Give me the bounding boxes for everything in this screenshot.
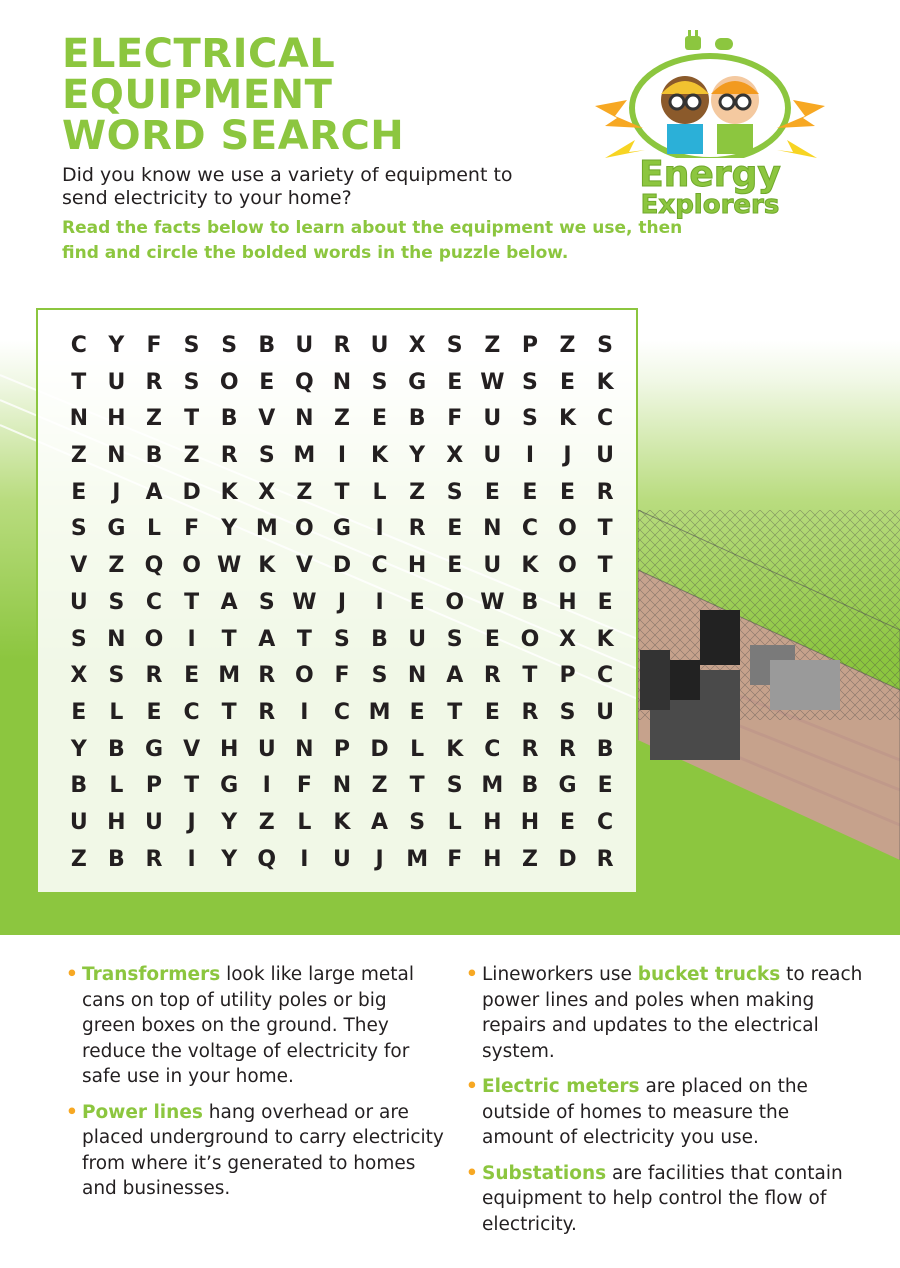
puzzle-letter[interactable]: Z	[559, 333, 576, 358]
puzzle-letter[interactable]: F	[146, 333, 162, 358]
puzzle-letter[interactable]: S	[521, 369, 538, 395]
keyword-bucket-trucks: bucket trucks	[637, 964, 781, 985]
puzzle-letter[interactable]: I	[187, 846, 196, 872]
puzzle-letter[interactable]: E	[447, 516, 463, 542]
puzzle-letter[interactable]: I	[337, 443, 347, 469]
puzzle-letter[interactable]: C	[597, 809, 614, 835]
puzzle-letter[interactable]: J	[112, 479, 121, 505]
bullet-icon: •	[66, 1101, 78, 1123]
puzzle-letter[interactable]: U	[483, 443, 502, 469]
puzzle-letter[interactable]: M	[218, 663, 241, 689]
puzzle-letter[interactable]: O	[219, 369, 239, 395]
puzzle-letter[interactable]: H	[107, 809, 126, 835]
puzzle-letter[interactable]: K	[220, 479, 238, 505]
puzzle-letter[interactable]: I	[300, 699, 309, 725]
puzzle-letter[interactable]: A	[446, 663, 464, 689]
puzzle-letter[interactable]: A	[371, 809, 389, 835]
puzzle-letter[interactable]: N	[295, 736, 314, 762]
fact-substations	[464, 1161, 864, 1238]
puzzle-letter[interactable]: C	[597, 663, 614, 689]
puzzle-letter[interactable]: U	[483, 553, 502, 579]
puzzle-letter[interactable]: R	[596, 479, 614, 505]
puzzle-letter[interactable]: Z	[258, 809, 275, 835]
puzzle-letter[interactable]: S	[221, 333, 238, 358]
puzzle-letter[interactable]: F	[184, 516, 200, 542]
puzzle-letter[interactable]: O	[445, 589, 465, 615]
puzzle-letter[interactable]: E	[71, 479, 87, 505]
puzzle-letter[interactable]: I	[525, 443, 535, 469]
puzzle-letter[interactable]: X	[559, 626, 576, 652]
puzzle-letter[interactable]: G	[332, 516, 351, 542]
puzzle-letter[interactable]: E	[447, 553, 463, 579]
puzzle-letter[interactable]: N	[332, 369, 352, 395]
puzzle-letter[interactable]: T	[597, 553, 613, 579]
fact-prefix: Lineworkers use	[482, 964, 638, 985]
keyword-transformers: Transformers	[82, 964, 221, 985]
puzzle-letter[interactable]: T	[184, 773, 200, 799]
puzzle-letter[interactable]: B	[371, 626, 388, 652]
puzzle-letter[interactable]: B	[596, 736, 614, 762]
puzzle-letter[interactable]: E	[597, 773, 613, 799]
puzzle-letter[interactable]: W	[480, 589, 505, 615]
bullet-icon: •	[466, 1076, 478, 1097]
puzzle-letter[interactable]: C	[484, 736, 501, 762]
puzzle-letter[interactable]: G	[558, 773, 577, 799]
puzzle-letter[interactable]: E	[184, 663, 200, 689]
puzzle-letter[interactable]: U	[483, 406, 502, 432]
puzzle-letter[interactable]: C	[333, 699, 351, 725]
puzzle-letter[interactable]: H	[407, 553, 427, 579]
puzzle-letter[interactable]: I	[187, 626, 196, 652]
puzzle-letter[interactable]: Y	[221, 846, 238, 872]
puzzle-letter[interactable]: S	[108, 589, 125, 615]
puzzle-letter[interactable]: L	[410, 736, 425, 762]
puzzle-letter[interactable]: V	[295, 553, 313, 579]
puzzle-letter[interactable]: K	[596, 369, 614, 395]
puzzle-letter[interactable]: R	[145, 846, 163, 872]
puzzle-letter[interactable]: I	[375, 516, 384, 542]
puzzle-letter[interactable]: X	[446, 443, 464, 469]
puzzle-letter[interactable]: E	[484, 479, 500, 505]
fact-electric-meters	[464, 1074, 864, 1151]
puzzle-letter[interactable]: K	[333, 809, 351, 835]
puzzle-letter[interactable]: L	[297, 809, 312, 835]
puzzle-letter[interactable]: S	[70, 516, 87, 542]
puzzle-letter[interactable]: B	[521, 773, 539, 799]
puzzle-letter[interactable]: B	[108, 736, 125, 762]
puzzle-letter[interactable]: O	[295, 663, 314, 689]
puzzle-letter[interactable]: R	[258, 699, 276, 725]
puzzle-letter[interactable]: J	[187, 809, 196, 835]
puzzle-letter[interactable]: D	[370, 736, 389, 762]
word-search-grid	[60, 328, 624, 878]
puzzle-letter[interactable]: E	[560, 479, 576, 505]
puzzle-letter[interactable]: S	[446, 333, 463, 358]
puzzle-letter[interactable]: C	[145, 589, 163, 615]
puzzle-letter[interactable]: Y	[70, 736, 87, 762]
puzzle-letter[interactable]: N	[407, 663, 427, 689]
puzzle-letter[interactable]: E	[409, 589, 425, 615]
puzzle-letter[interactable]: P	[521, 333, 538, 358]
puzzle-letter[interactable]: E	[560, 809, 576, 835]
fact-text: are facilities that contain equipment to help control the flow of electricity.	[482, 1162, 843, 1235]
puzzle-letter[interactable]: H	[558, 589, 577, 615]
puzzle-letter[interactable]: Z	[409, 479, 426, 505]
puzzle-letter[interactable]: C	[70, 333, 87, 358]
puzzle-letter[interactable]: V	[183, 736, 201, 762]
puzzle-letter[interactable]: B	[220, 406, 238, 432]
puzzle-letter[interactable]: K	[521, 553, 539, 579]
puzzle-letter[interactable]: F	[447, 406, 463, 432]
puzzle-letter[interactable]: S	[559, 699, 576, 725]
puzzle-letter[interactable]: K	[371, 443, 389, 469]
puzzle-letter[interactable]: K	[596, 626, 614, 652]
puzzle-letter[interactable]: C	[371, 553, 388, 579]
puzzle-letter[interactable]: D	[332, 553, 352, 579]
puzzle-letter[interactable]: E	[71, 699, 87, 725]
puzzle-letter[interactable]: D	[558, 846, 577, 872]
puzzle-letter[interactable]: J	[375, 846, 384, 872]
puzzle-letter[interactable]: H	[219, 736, 239, 762]
puzzle-letter[interactable]: H	[107, 406, 126, 432]
puzzle-letter[interactable]: F	[334, 663, 350, 689]
puzzle-letter[interactable]: L	[109, 773, 124, 799]
fact-power-lines	[64, 1100, 444, 1202]
puzzle-letter[interactable]: S	[183, 369, 200, 395]
puzzle-letter[interactable]: R	[333, 333, 351, 358]
puzzle-letter[interactable]: H	[520, 809, 540, 835]
puzzle-letter[interactable]: R	[483, 663, 501, 689]
puzzle-letter[interactable]: E	[522, 479, 538, 505]
puzzle-letter[interactable]: I	[300, 846, 309, 872]
puzzle-letter[interactable]: G	[220, 773, 239, 799]
puzzle-letter[interactable]: R	[408, 516, 426, 542]
logo-text-explorers: Explorers	[640, 190, 780, 220]
puzzle-letter[interactable]: B	[70, 773, 88, 799]
puzzle-letter[interactable]: W	[292, 589, 317, 615]
puzzle-letter[interactable]: S	[371, 663, 388, 689]
puzzle-letter[interactable]: R	[596, 846, 614, 872]
intro-text: Did you know we use a variety of equipment to send electricity to your home?	[62, 164, 513, 209]
puzzle-letter[interactable]: F	[447, 846, 463, 872]
puzzle-letter[interactable]: M	[481, 773, 504, 799]
puzzle-letter[interactable]: G	[144, 736, 164, 762]
puzzle-letter[interactable]: R	[145, 369, 163, 395]
puzzle-letter[interactable]: O	[182, 553, 201, 579]
puzzle-letter[interactable]: T	[184, 406, 200, 432]
puzzle-letter[interactable]: O	[520, 626, 540, 652]
puzzle-letter[interactable]: W	[480, 369, 505, 395]
puzzle-letter[interactable]: J	[337, 589, 347, 615]
puzzle-letter[interactable]: S	[446, 479, 463, 505]
puzzle-letter[interactable]: W	[217, 553, 242, 579]
puzzle-letter[interactable]: T	[522, 663, 538, 689]
puzzle-letter[interactable]: Y	[409, 443, 426, 469]
puzzle-letter[interactable]: T	[221, 626, 237, 652]
fact-text: are placed on the outside of homes to measure the amount of electricity you use.	[482, 1076, 808, 1148]
fact-text: look like large metal cans on top of utility poles or big green boxes on the ground. They reduce the voltage of electricity for safe use in your home.	[82, 964, 414, 1087]
puzzle-letter[interactable]: U	[333, 846, 351, 872]
logo-text-energy: Energy	[639, 154, 781, 195]
puzzle-letter[interactable]: X	[70, 663, 88, 689]
puzzle-letter[interactable]: X	[408, 333, 426, 358]
keyword-substations: Substations	[482, 1162, 607, 1184]
puzzle-letter[interactable]: R	[559, 736, 576, 762]
puzzle-letter[interactable]: T	[409, 773, 425, 799]
puzzle-letter[interactable]: C	[183, 699, 200, 725]
puzzle-letter[interactable]: U	[295, 333, 314, 358]
puzzle-letter[interactable]: O	[558, 553, 577, 579]
puzzle-letter[interactable]: U	[596, 443, 615, 469]
puzzle-letter[interactable]: B	[108, 846, 125, 872]
puzzle-letter[interactable]: P	[145, 773, 163, 799]
puzzle-letter[interactable]: T	[296, 626, 312, 652]
puzzle-letter[interactable]: Z	[484, 333, 501, 358]
puzzle-letter[interactable]: L	[146, 516, 161, 542]
puzzle-letter[interactable]: Z	[333, 406, 350, 432]
puzzle-letter[interactable]: S	[108, 663, 125, 689]
fact-transformers	[64, 962, 444, 1090]
puzzle-letter[interactable]: Q	[144, 553, 164, 579]
puzzle-letter[interactable]: E	[146, 699, 162, 725]
instructions-text: Read the facts below to learn about the equipment we use, then find and circle the bolded words in the puzzle below.	[62, 218, 683, 263]
title-line: EQUIPMENT	[62, 72, 333, 118]
puzzle-letter[interactable]: E	[372, 406, 388, 432]
puzzle-letter[interactable]: R	[145, 663, 163, 689]
puzzle-letter[interactable]: O	[144, 626, 164, 652]
puzzle-letter[interactable]: Z	[371, 773, 388, 799]
puzzle-letter[interactable]: Q	[295, 369, 314, 395]
puzzle-letter[interactable]: E	[560, 369, 576, 395]
puzzle-letter[interactable]: H	[483, 809, 502, 835]
puzzle-letter[interactable]: N	[332, 773, 352, 799]
puzzle-letter[interactable]: C	[521, 516, 538, 542]
puzzle-letter[interactable]: O	[295, 516, 314, 542]
puzzle-letter[interactable]: R	[258, 663, 276, 689]
fact-bucket-trucks	[464, 962, 864, 1064]
puzzle-letter[interactable]: L	[372, 479, 387, 505]
puzzle-letter[interactable]: L	[447, 809, 462, 835]
fact-text: hang overhead or are placed underground to carry electricity from where it’s generated to homes and businesses.	[82, 1101, 444, 1199]
puzzle-letter[interactable]: Q	[257, 846, 277, 872]
puzzle-letter[interactable]: E	[484, 626, 500, 652]
puzzle-letter[interactable]: A	[145, 479, 163, 505]
puzzle-letter[interactable]: G	[107, 516, 126, 542]
puzzle-letter[interactable]: R	[220, 443, 238, 469]
puzzle-letter[interactable]: Z	[296, 479, 313, 505]
energy-explorers-kids-logo-icon	[585, 28, 835, 158]
energy-explorers-logo	[585, 28, 835, 228]
puzzle-letter[interactable]: Y	[108, 333, 125, 358]
puzzle-letter[interactable]: S	[446, 773, 463, 799]
puzzle-letter[interactable]: B	[408, 406, 426, 432]
word-search-puzzle	[36, 308, 638, 894]
fact-text: to reach power lines and poles when making repairs and updates to the electrical system.	[482, 964, 863, 1062]
puzzle-letter[interactable]: S	[334, 626, 350, 652]
puzzle-letter[interactable]: B	[145, 443, 163, 469]
puzzle-letter[interactable]: B	[521, 589, 539, 615]
puzzle-letter[interactable]: L	[109, 699, 124, 725]
puzzle-letter[interactable]: T	[447, 699, 463, 725]
puzzle-letter[interactable]: X	[258, 479, 276, 505]
puzzle-letter[interactable]: T	[184, 589, 200, 615]
puzzle-letter[interactable]: U	[370, 333, 389, 358]
puzzle-letter[interactable]: Z	[146, 406, 162, 432]
puzzle-letter[interactable]: T	[597, 516, 613, 542]
title-line: ELECTRICAL	[62, 31, 336, 77]
title-line: WORD SEARCH	[62, 113, 405, 159]
puzzle-letter[interactable]: K	[558, 406, 577, 432]
puzzle-letter[interactable]: I	[262, 773, 271, 799]
page-title	[62, 31, 405, 159]
puzzle-letter[interactable]: P	[333, 736, 351, 762]
puzzle-letter[interactable]: U	[257, 736, 276, 762]
puzzle-letter[interactable]: S	[183, 333, 200, 358]
puzzle-letter[interactable]: M	[406, 846, 429, 872]
puzzle-letter[interactable]: V	[70, 553, 88, 579]
puzzle-letter[interactable]: A	[220, 589, 238, 615]
keyword-power-lines: Power lines	[82, 1101, 203, 1123]
puzzle-letter[interactable]: S	[597, 333, 614, 358]
puzzle-letter[interactable]: C	[597, 406, 614, 432]
puzzle-letter[interactable]: P	[559, 663, 576, 689]
puzzle-letter[interactable]: S	[446, 626, 463, 652]
puzzle-letter[interactable]: N	[107, 626, 126, 652]
puzzle-letter[interactable]: Y	[221, 516, 238, 542]
puzzle-letter[interactable]: E	[484, 699, 500, 725]
puzzle-letter[interactable]: S	[258, 589, 275, 615]
puzzle-letter[interactable]: M	[368, 699, 391, 725]
bullet-icon: •	[466, 964, 478, 985]
puzzle-letter[interactable]: S	[521, 406, 538, 432]
puzzle-letter[interactable]: H	[483, 846, 502, 872]
puzzle-letter[interactable]: F	[296, 773, 312, 799]
puzzle-letter[interactable]: M	[293, 443, 316, 469]
puzzle-letter[interactable]: G	[408, 369, 427, 395]
puzzle-letter[interactable]: U	[408, 626, 427, 652]
puzzle-letter[interactable]: Z	[70, 846, 87, 872]
puzzle-letter[interactable]: N	[69, 406, 88, 432]
facts-column-left	[64, 962, 444, 1212]
puzzle-letter[interactable]: V	[258, 406, 276, 432]
puzzle-letter[interactable]: U	[596, 699, 615, 725]
puzzle-letter[interactable]: T	[221, 699, 237, 725]
puzzle-letter[interactable]: U	[69, 809, 88, 835]
puzzle-letter[interactable]: Z	[108, 553, 125, 579]
puzzle-letter[interactable]: Z	[183, 443, 200, 469]
puzzle-letter[interactable]: S	[258, 443, 275, 469]
puzzle-letter[interactable]: O	[558, 516, 577, 542]
puzzle-letter[interactable]: B	[258, 333, 276, 358]
puzzle-letter[interactable]: R	[521, 736, 539, 762]
puzzle-letter[interactable]: S	[409, 809, 426, 835]
puzzle-letter[interactable]: N	[295, 406, 314, 432]
puzzle-letter[interactable]: I	[375, 589, 384, 615]
puzzle-letter[interactable]: J	[563, 443, 572, 469]
puzzle-letter[interactable]: E	[259, 369, 275, 395]
bullet-icon: •	[66, 964, 78, 985]
puzzle-letter[interactable]: E	[409, 699, 425, 725]
puzzle-letter[interactable]: U	[145, 809, 163, 835]
puzzle-letter[interactable]: R	[521, 699, 539, 725]
puzzle-letter[interactable]: K	[258, 553, 276, 579]
puzzle-letter[interactable]: T	[334, 479, 350, 505]
puzzle-letter[interactable]: N	[107, 443, 126, 469]
puzzle-letter[interactable]: M	[255, 516, 278, 542]
puzzle-letter[interactable]: Y	[221, 809, 238, 835]
facts-column-right	[464, 962, 864, 1247]
puzzle-letter[interactable]: S	[371, 369, 388, 395]
puzzle-letter[interactable]: D	[182, 479, 201, 505]
puzzle-letter[interactable]: U	[69, 589, 88, 615]
puzzle-letter[interactable]: Z	[521, 846, 538, 872]
puzzle-letter[interactable]: N	[483, 516, 502, 542]
puzzle-letter[interactable]: U	[107, 369, 126, 395]
puzzle-letter[interactable]: A	[258, 626, 276, 652]
puzzle-letter[interactable]: Z	[70, 443, 87, 469]
puzzle-letter[interactable]: E	[597, 589, 613, 615]
puzzle-letter[interactable]: T	[71, 369, 87, 395]
bullet-icon: •	[466, 1162, 478, 1184]
puzzle-letter[interactable]: E	[447, 369, 463, 395]
puzzle-letter[interactable]: S	[70, 626, 87, 652]
puzzle-letter[interactable]: K	[446, 736, 464, 762]
keyword-electric-meters: Electric meters	[482, 1076, 640, 1097]
